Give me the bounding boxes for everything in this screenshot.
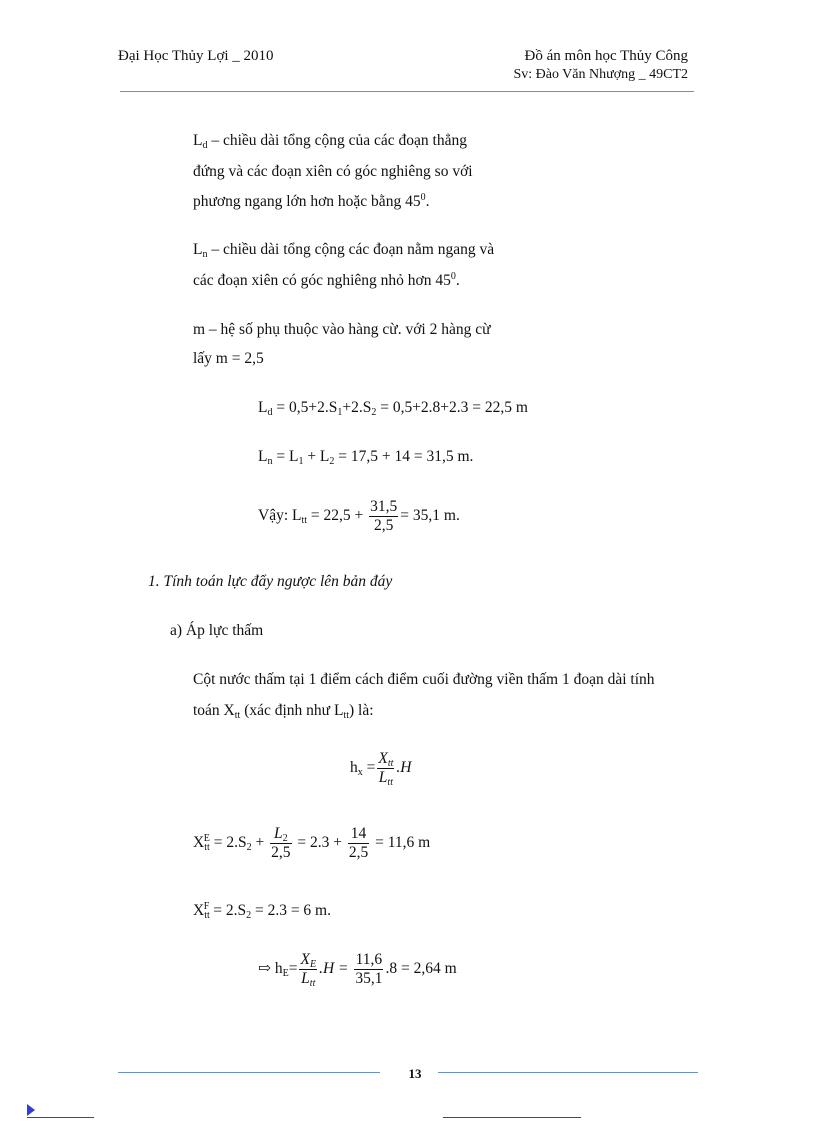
equation-ln: $L_n = L_1 + L_2 = 17,5 + 14 = 31,5$ m.: [258, 448, 474, 467]
footer-rule-left: [118, 1072, 380, 1073]
equation-xtt-f: $X_{tt}^F = 2.S_2 = 2.3 = 6$ m.: [193, 901, 331, 921]
footer-link-marker-icon[interactable]: [27, 1104, 35, 1116]
fraction-14-over-2-5: $\frac{14}{2,5}$: [348, 825, 369, 861]
equation-ltt: Vậy: $L_{tt} = 22,5$ + $\frac{31,5}{2,5}$ = 35,1 m.: [258, 498, 460, 534]
para-ld-line3: phương ngang lớn hơn hoặc bằng $45^0$.: [193, 192, 430, 210]
header-left: Đại Học Thủy Lợi _ 2010: [118, 48, 274, 64]
para-ln-line2: các đoạn xiên có góc nghiêng nhỏ hơn $45^0$.: [193, 271, 460, 289]
header-right-student: Sv: Đào Văn Nhượng _ 49CT2: [513, 67, 688, 82]
section-title: 1. Tính toán lực đẩy ngược lên bản đáy: [148, 573, 393, 590]
equation-he: ⇨ $h_E=$ $\frac{X_E}{L_{tt}}$ .H = $\frac{11,6}{35,1}$ .8 = 2,64 m: [258, 951, 457, 989]
equation-hx: $h_x$ = $\frac{X_{tt}}{L_{tt}}$ .H: [350, 750, 412, 788]
subsection-title: a) Áp lực thấm: [170, 622, 264, 639]
footer-link-right[interactable]: [443, 1117, 581, 1118]
page-number: 13: [408, 1066, 422, 1081]
fraction-xtt-over-ltt: $\frac{X_{tt}}{L_{tt}}$: [378, 750, 394, 788]
para-seepage-line2: toán $X_{tt}$ (xác định như $L_{tt}$) là:: [193, 702, 374, 721]
footer-rule-right: [438, 1072, 698, 1073]
implies-arrow-icon: ⇨: [258, 960, 271, 978]
para-ln-line1: $L_n$ – chiều dài tổng cộng các đoạn nằm ngang và: [193, 241, 495, 260]
para-seepage-line1: Cột nước thấm tại 1 điểm cách điểm cuối đường viền thấm 1 đoạn dài tính: [193, 671, 655, 688]
para-m-line2: lấy m = 2,5: [193, 350, 264, 367]
para-ld-line1: $L_d$ – chiều dài tổng cộng của các đoạn thẳng: [193, 132, 467, 151]
equation-xtt-e: $X_{tt}^E = 2.S_2$ + $\frac{L_2}{2,5}$ = 2.3 + $\frac{14}{2,5}$ = 11,6 m: [193, 825, 431, 861]
equation-ld: $L_d = 0,5+2.S_1+2.S_2 = 0,5+2.8+2.3 = 22,5$ m: [258, 399, 528, 418]
fraction-xe-over-ltt: $\frac{X_E}{L_{tt}}$: [300, 951, 317, 989]
footer-link-left[interactable]: [27, 1117, 94, 1118]
fraction-31-5-over-2-5: $\frac{31,5}{2,5}$: [370, 498, 398, 534]
para-m-line1: m – hệ số phụ thuộc vào hàng cừ. với 2 hàng cừ: [193, 321, 491, 338]
fraction-l2-over-2-5: $\frac{L_2}{2,5}$: [271, 825, 291, 861]
fraction-11-6-over-35-1: $\frac{11,6}{35,1}$: [355, 951, 383, 987]
para-ld-line2: đứng và các đoạn xiên có góc nghiêng so với: [193, 163, 473, 180]
header-rule: [120, 91, 694, 92]
header-right-title: Đồ án môn học Thủy Công: [524, 48, 688, 64]
